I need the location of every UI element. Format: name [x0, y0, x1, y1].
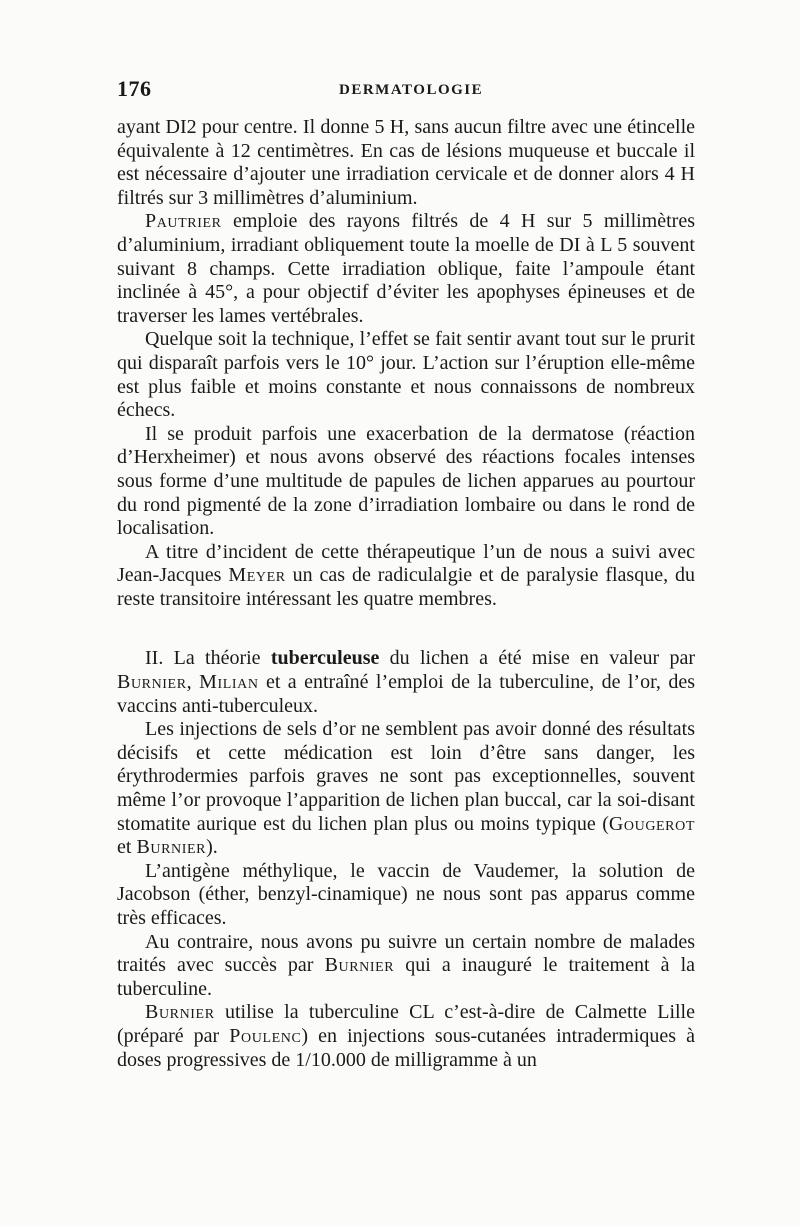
section-gap — [117, 611, 695, 647]
paragraph-10-text-c: ) en injections sous-cutanées intradermiques à doses progressives de 1/10.000 de milligramme à un — [117, 1024, 695, 1071]
paragraph-10-text-b: utilise la tuberculine CL c’est-à-dire de Calmette Lille (préparé par — [117, 1001, 695, 1047]
paragraph-7-text-b: et — [117, 836, 137, 859]
author-poulenc: Poulenc — [229, 1024, 302, 1047]
paragraph-6-text-c: , — [186, 671, 200, 694]
paragraph-9 — [117, 931, 695, 1002]
paragraph-8: L’antigène méthylique, le vaccin de Vaudemer, la solution de Jacobson (éther, benzyl-cinamique) ne nous sont pas apparus comme très efficaces. — [117, 859, 695, 929]
page-number: 176 — [117, 76, 152, 101]
paragraph-2-text: emploie des rayons filtrés de 4 H sur 5 millimètres d’aluminium, irradiant obliquement toute la moelle de DI à L 5 souvent suivant 8 champs. Cette irradiation oblique, faite l’ampoule étant inclinée à 45°, a pour objectif d’éviter les apophyses épineuses et de traverser les lames vertébrales. — [117, 210, 695, 327]
paragraph-6 — [117, 647, 695, 718]
paragraph-5-text-b: un cas de radiculalgie et de paralysie flasque, du reste transitoire intéressant les quatre membres. — [117, 564, 696, 610]
paragraph-5 — [117, 541, 695, 612]
running-title: DERMATOLOGIE — [339, 82, 484, 98]
paragraph-7-text-a: Les injections de sels d’or ne semblent pas avoir donné des résultats décisifs et cette médication est loin d’être sans danger, les érythrodermies parfois graves ne sont pas exceptionnelles, souvent même l’or provoque l’apparition de lichen plan buccal, car la soi-disant stomatite aurique est du lichen plan plus ou moins typique ( — [117, 718, 695, 835]
paragraph-10 — [117, 1001, 695, 1072]
paragraph-3: Quelque soit la technique, l’effet se fait sentir avant tout sur le prurit qui disparaît parfois vers le 10° jour. L’action sur l’éruption elle-même est plus faible et moins constante et nous connaissons de nombreux échecs. — [117, 328, 695, 422]
author-pautrier: Pautrier — [145, 210, 222, 233]
author-burnier: Burnier — [136, 836, 207, 859]
paragraph-4: Il se produit parfois une exacerbation de la dermatose (réaction d’Herxheimer) et nous avons observé des réactions focales intenses sous forme d’une multitude de papules de lichen apparues au pourtour du rond pigmenté de la zone d’irradiation lombaire ou dans le rond de localisation. — [117, 422, 695, 540]
author-burnier: Burnier — [117, 671, 187, 694]
paragraph-1: ayant DI2 pour centre. Il donne 5 H, sans aucun filtre avec une étincelle équivalente à 12 centimètres. En cas de lésions muqueuse et buccale il est nécessaire d’ajouter une irradiation cervicale et de donner alors 4 H filtrés sur 3 millimètres d’aluminium. — [117, 116, 695, 209]
author-meyer: Meyer — [228, 564, 286, 587]
paragraph-6-text-d: et a entraîné l’emploi de la tuberculine, de l’or, des vaccins anti-tuberculeux. — [117, 671, 696, 717]
author-burnier: Burnier — [324, 954, 395, 977]
paragraph-6-text-b: du lichen a été mise en valeur par — [379, 647, 695, 670]
paragraph-5-text-a: A titre d’incident de cette thérapeutique l’un de nous a suivi avec Jean-Jacques — [117, 540, 695, 587]
body-text — [117, 116, 695, 1072]
paragraph-2 — [117, 210, 695, 328]
author-gougerot: Gougerot — [608, 812, 695, 835]
paragraph-9-text-a: Au contraire, nous avons pu suivre un certain nombre de malades traités avec succès par — [117, 930, 695, 977]
paragraph-7 — [117, 718, 695, 860]
paragraph-7-text-c: ). — [206, 836, 218, 859]
author-burnier: Burnier — [145, 1001, 215, 1024]
author-milian: Milian — [199, 671, 259, 694]
paragraph-9-text-b: qui a inauguré le traitement à la tuberculine. — [117, 954, 695, 1000]
paragraph-6-text-a: II. La théorie — [145, 647, 271, 670]
page-header — [117, 76, 695, 106]
term-tuberculeuse: tuberculeuse — [270, 647, 380, 670]
